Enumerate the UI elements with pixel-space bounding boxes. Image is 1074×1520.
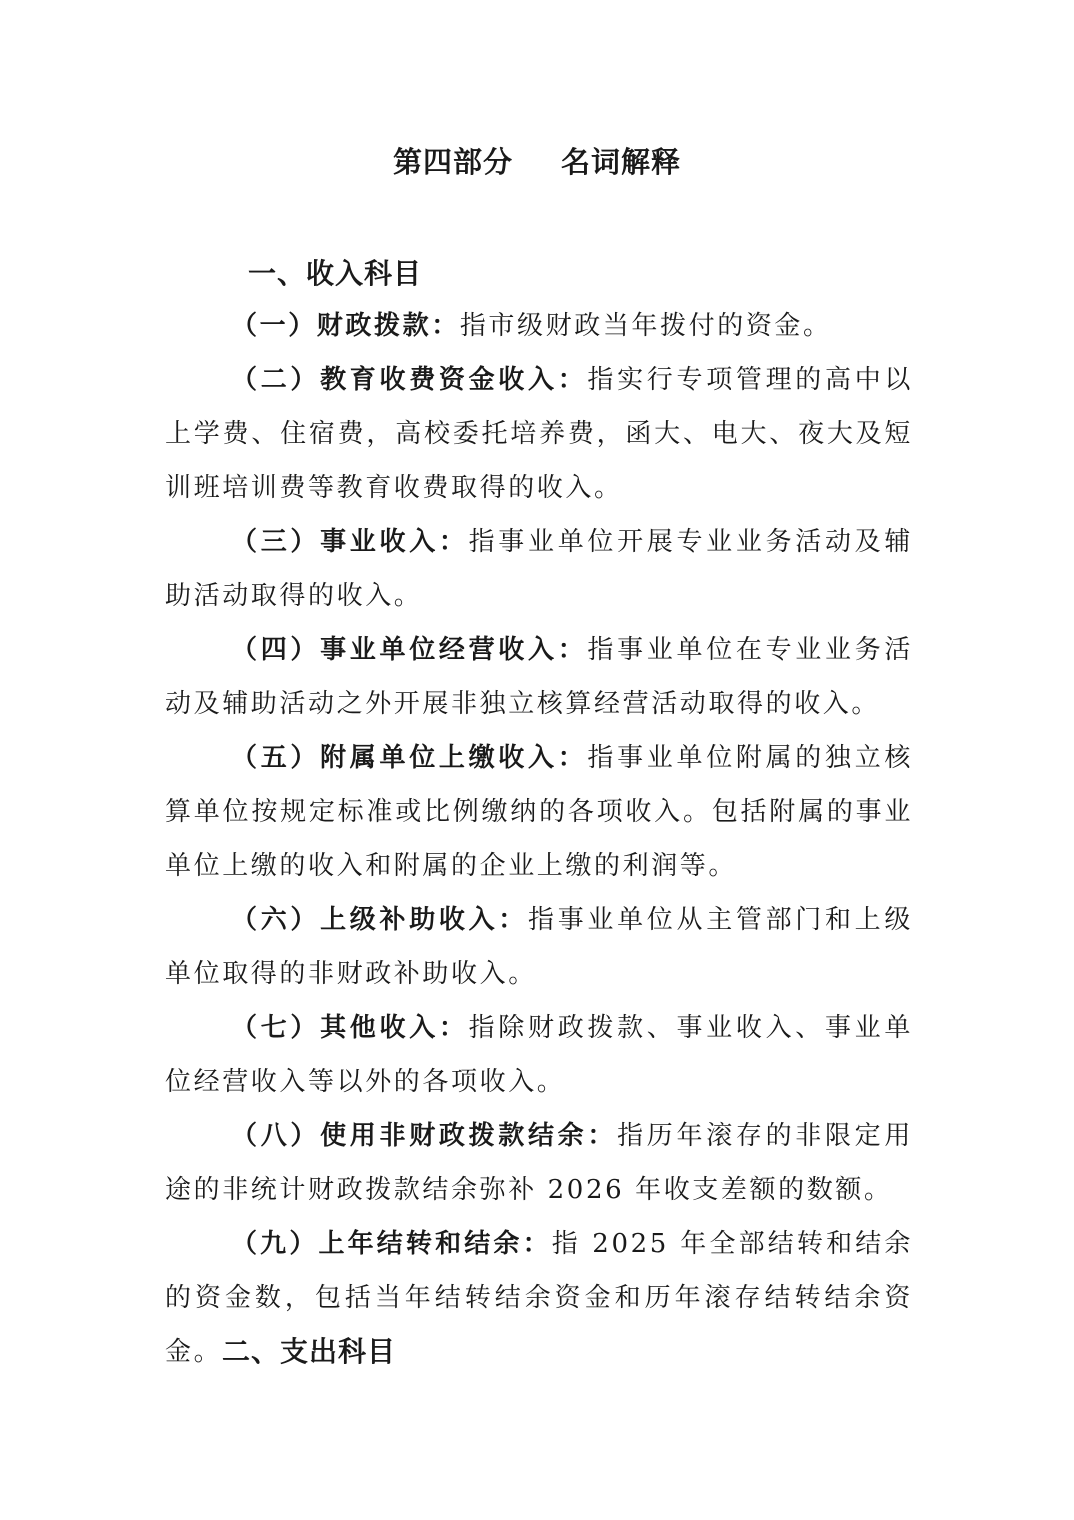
term-definition: 指 2025 年全部结转和结余的资金数，包括当年结转结余资金和历年滚存结转结余资金。	[165, 1229, 913, 1367]
term-definition: 指事业单位附属的独立核算单位按规定标准或比例缴纳的各项收入。包括附属的事业单位上缴的收入和附属的企业上缴的利润等。	[165, 743, 914, 881]
term-definition: 指市级财政当年拨付的资金。	[459, 311, 832, 341]
list-item	[165, 299, 913, 353]
list-item	[165, 1001, 913, 1109]
term-definition: 指实行专项管理的高中以上学费、住宿费，高校委托培养费，函大、电大、夜大及短训班培训费等教育收费取得的收入。	[165, 365, 914, 503]
title-part: 第四部分	[392, 145, 513, 179]
list-item	[165, 731, 913, 893]
term-label: （二）教育收费资金收入：	[231, 365, 588, 395]
term-definition: 指历年滚存的非限定用途的非统计财政拨款结余弥补 2026 年收支差额的数额。	[165, 1121, 913, 1205]
term-label: （九）上年结转和结余：	[231, 1229, 552, 1259]
term-label: （四）事业单位经营收入：	[231, 635, 588, 665]
term-label: （七）其他收入：	[231, 1013, 469, 1043]
term-label: （三）事业收入：	[231, 527, 469, 557]
term-definition: 指事业单位在专业业务活动及辅助活动之外开展非独立核算经营活动取得的收入。	[165, 635, 914, 719]
term-definition: 指除财政拨款、事业收入、事业单位经营收入等以外的各项收入。	[165, 1013, 913, 1097]
list-item	[165, 515, 913, 623]
term-label: （八）使用非财政拨款结余：	[231, 1121, 618, 1151]
section-heading-income: 一、收入科目	[248, 257, 423, 290]
term-label: （五）附属单位上缴收入：	[231, 743, 588, 773]
term-label: （六）上级补助收入：	[231, 905, 528, 935]
list-item	[165, 623, 913, 731]
section-heading-expenditure: 二、支出科目	[222, 1335, 397, 1368]
list-item	[165, 893, 913, 1001]
term-label: （一）财政拨款：	[231, 311, 460, 341]
list-item	[165, 1109, 913, 1217]
title-name: 名词解释	[561, 145, 682, 179]
term-definition: 指事业单位从主管部门和上级单位取得的非财政补助收入。	[165, 905, 913, 989]
term-definition: 指事业单位开展专业业务活动及辅助活动取得的收入。	[165, 527, 913, 611]
page-title	[0, 140, 1074, 181]
list-item	[165, 353, 913, 515]
